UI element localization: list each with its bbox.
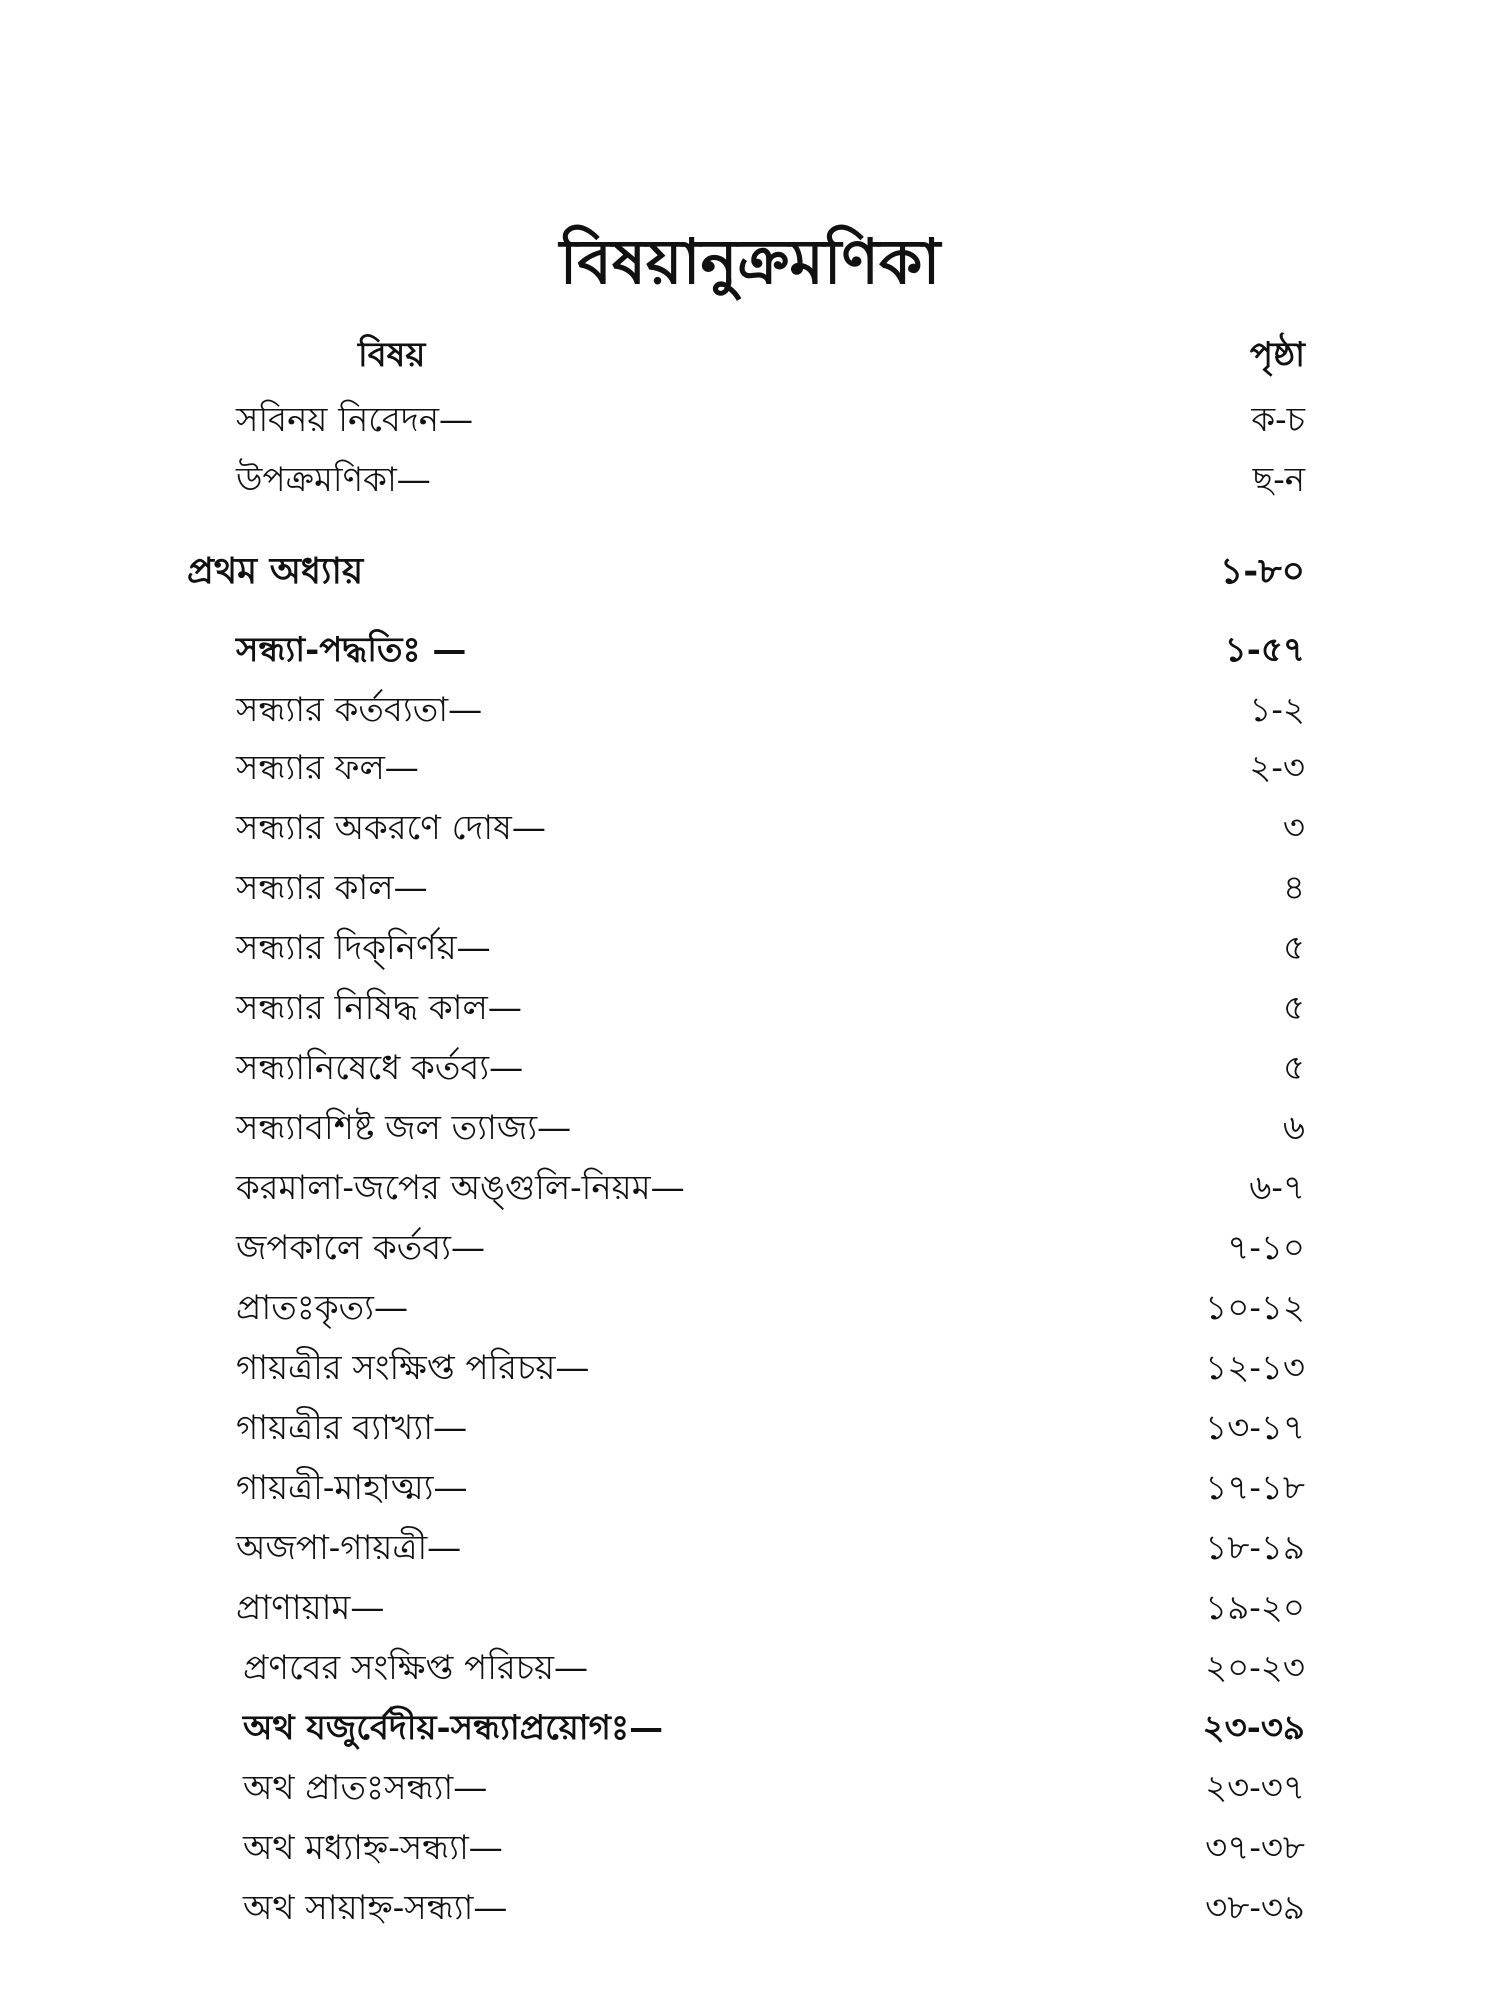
toc-entry — [0, 1820, 1500, 1876]
toc-entry-topic: প্রাণায়াম— — [236, 1588, 385, 1628]
toc-entry-topic: সন্ধ্যানিষেধে কর্তব্য— — [236, 1048, 524, 1088]
toc-entry-topic: সন্ধ্যার নিষিদ্ধ কাল— — [236, 988, 522, 1028]
toc-entry-pages: ২-৩ — [1249, 748, 1305, 788]
toc-entry-pages: ৬-৭ — [1249, 1168, 1305, 1208]
toc-entry-pages: ক-চ — [1251, 400, 1305, 440]
toc-entry — [0, 682, 1500, 738]
toc-entry — [0, 800, 1500, 856]
toc-entry — [0, 1040, 1500, 1096]
toc-entry — [0, 1760, 1500, 1816]
toc-entry-topic: সন্ধ্যার দিক্‌নির্ণয়— — [236, 928, 491, 968]
toc-entry-topic: সবিনয় নিবেদন— — [236, 400, 474, 440]
toc-entry-topic: প্রণবের সংক্ষিপ্ত পরিচয়— — [243, 1648, 589, 1688]
toc-entry-pages: ৩ — [1282, 808, 1305, 848]
toc-entry-topic: প্রাতঃকৃত্য— — [236, 1288, 409, 1328]
toc-entry — [0, 392, 1500, 448]
toc-entry — [0, 1340, 1500, 1396]
page-title: বিষয়ানুক্রমণিকা — [559, 225, 941, 298]
page-column-header: পৃষ্ঠা — [1249, 335, 1305, 375]
toc-section-heading — [0, 622, 1500, 678]
toc-entry — [0, 452, 1500, 508]
topic-column-header: বিষয় — [358, 335, 426, 375]
toc-entry — [0, 1520, 1500, 1576]
toc-entry-pages: ৪ — [1282, 868, 1305, 908]
toc-entry-topic: গায়ত্রীর ব্যাখ্যা— — [236, 1408, 468, 1448]
toc-entry-topic: সন্ধ্যা-পদ্ধতিঃ — — [236, 630, 467, 670]
toc-entry-topic: সন্ধ্যার কাল— — [236, 868, 428, 908]
toc-entry-pages: ছ-ন — [1252, 460, 1305, 500]
toc-entry-topic: অথ সায়াহ্ন-সন্ধ্যা— — [243, 1888, 508, 1928]
toc-entry — [0, 1640, 1500, 1696]
toc-entry-pages: ৫ — [1282, 1048, 1305, 1088]
toc-entry-pages: ১৮-১৯ — [1205, 1528, 1305, 1568]
toc-entry-pages: ২৩-৩৭ — [1205, 1768, 1305, 1808]
toc-entry-topic: অথ মধ্যাহ্ন-সন্ধ্যা— — [243, 1828, 503, 1868]
toc-entry — [0, 740, 1500, 796]
toc-entry-pages: ১৩-১৭ — [1205, 1408, 1305, 1448]
toc-entry-pages: ১২-১৩ — [1205, 1348, 1305, 1388]
toc-entry-pages: ১৯-২০ — [1205, 1588, 1305, 1628]
toc-entry-pages: ৬ — [1282, 1108, 1305, 1148]
toc-entry-pages: ৫ — [1282, 988, 1305, 1028]
toc-entry — [0, 1160, 1500, 1216]
toc-entry-topic: গায়ত্রী-মাহাত্ম্য— — [236, 1468, 468, 1508]
toc-entry-topic: সন্ধ্যার কর্তব্যতা— — [236, 690, 483, 730]
toc-entry — [0, 1400, 1500, 1456]
toc-entry-topic: অজপা-গায়ত্রী— — [236, 1528, 462, 1568]
toc-entry-pages: ১৭-১৮ — [1205, 1468, 1305, 1508]
toc-entry-pages: ৫ — [1282, 928, 1305, 968]
toc-entry — [0, 860, 1500, 916]
toc-entry — [0, 1100, 1500, 1156]
toc-entry — [0, 980, 1500, 1036]
toc-chapter-heading — [0, 543, 1500, 599]
toc-entry — [0, 1580, 1500, 1636]
toc-entry — [0, 920, 1500, 976]
toc-entry-topic: করমালা-জপের অঙ্গুলি-নিয়ম— — [236, 1168, 685, 1208]
toc-entry-topic: অথ যজুর্বেদীয়-সন্ধ্যাপ্রয়োগঃ— — [243, 1708, 664, 1748]
toc-entry-pages: ২০-২৩ — [1205, 1648, 1305, 1688]
toc-entry-pages: ৭-১০ — [1227, 1228, 1305, 1268]
toc-entry-pages: ১-৫৭ — [1224, 630, 1305, 670]
toc-entry-pages: ২৩-৩৯ — [1202, 1708, 1305, 1748]
toc-section-heading — [0, 1700, 1500, 1756]
toc-entry — [0, 1220, 1500, 1276]
toc-entry-topic: প্রথম অধ্যায় — [187, 550, 364, 592]
toc-entry — [0, 1460, 1500, 1516]
toc-entry-topic: সন্ধ্যার ফল— — [236, 748, 419, 788]
toc-entry-topic: অথ প্রাতঃসন্ধ্যা— — [243, 1768, 488, 1808]
toc-entry-topic: গায়ত্রীর সংক্ষিপ্ত পরিচয়— — [236, 1348, 590, 1388]
toc-entry-pages: ১০-১২ — [1205, 1288, 1305, 1328]
toc-entry-topic: উপক্রমণিকা— — [236, 460, 431, 500]
toc-entry — [0, 1280, 1500, 1336]
toc-entry-topic: জপকালে কর্তব্য— — [236, 1228, 486, 1268]
toc-entry-topic: সন্ধ্যাবশিষ্ট জল ত্যাজ্য— — [236, 1108, 572, 1148]
toc-entry-pages: ১-৮০ — [1219, 550, 1305, 592]
toc-entry-pages: ৩৭-৩৮ — [1205, 1828, 1305, 1868]
toc-entry-pages: ৩৮-৩৯ — [1205, 1888, 1305, 1928]
toc-entry-topic: সন্ধ্যার অকরণে দোষ— — [236, 808, 546, 848]
toc-entry-pages: ১-২ — [1249, 690, 1305, 730]
toc-entry — [0, 1880, 1500, 1936]
